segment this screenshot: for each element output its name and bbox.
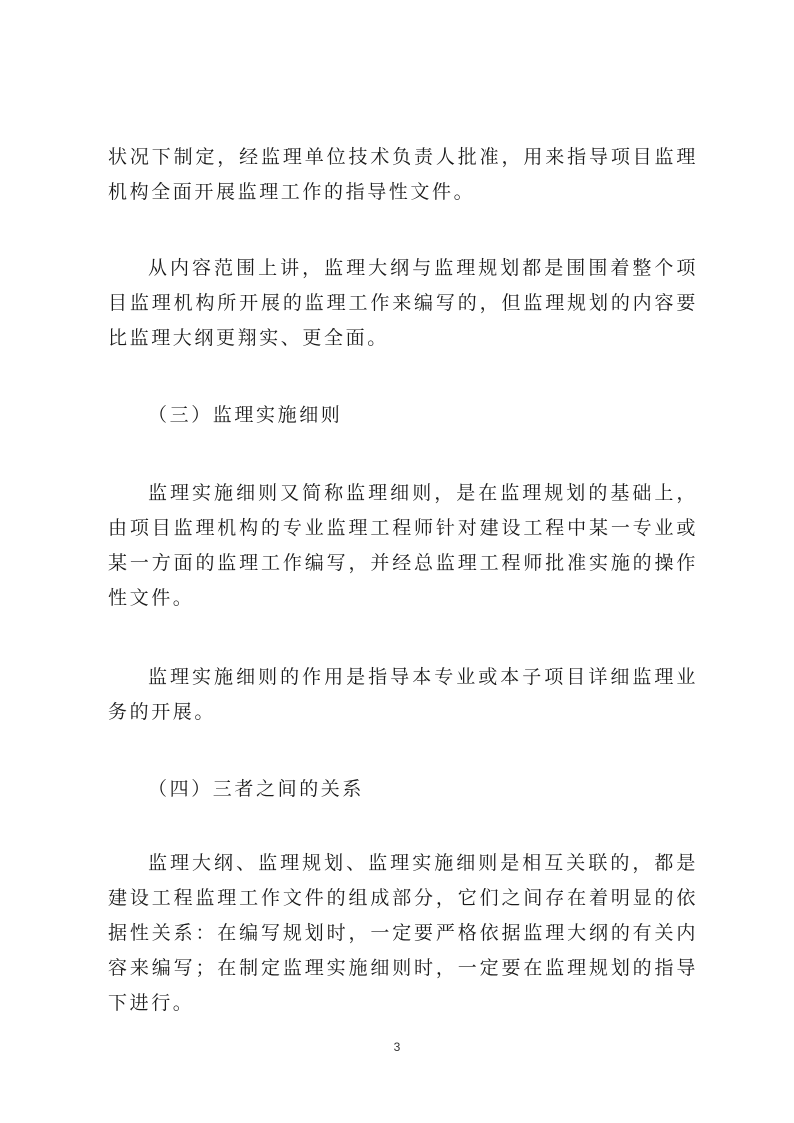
paragraph-continuation: 状况下制定，经监理单位技术负责人批准，用来指导项目监理机构全面开展监理工作的指导性文件。 [108, 146, 698, 203]
section-heading-implementation-rules: （三）监理实施细则 [148, 404, 343, 426]
paragraph-content-scope: 从内容范围上讲，监理大纲与监理规划都是围围着整个项目监理机构所开展的监理工作来编写的，但监理规划的内容要比监理大纲更翔实、更全面。 [108, 257, 698, 349]
section-heading-relationship: （四）三者之间的关系 [148, 778, 365, 800]
paragraph-relationship: 监理大纲、监理规划、监理实施细则是相互关联的，都是建设工程监理工作文件的组成部分，它们之间存在着明显的依据性关系：在编写规划时，一定要严格依据监理大纲的有关内容来编写；在制定监理实施细则时，一定要在监理规划的指导下进行。 [108, 852, 698, 1014]
paragraph-implementation-rules-definition: 监理实施细则又简称监理细则，是在监理规划的基础上，由项目监理机构的专业监理工程师针对建设工程中某一专业或某一方面的监理工作编写，并经总监理工程师批准实施的操作性文件。 [108, 482, 698, 609]
page-number: 3 [393, 1040, 401, 1054]
paragraph-implementation-rules-purpose: 监理实施细则的作用是指导本专业或本子项目详细监理业务的开展。 [108, 666, 698, 723]
